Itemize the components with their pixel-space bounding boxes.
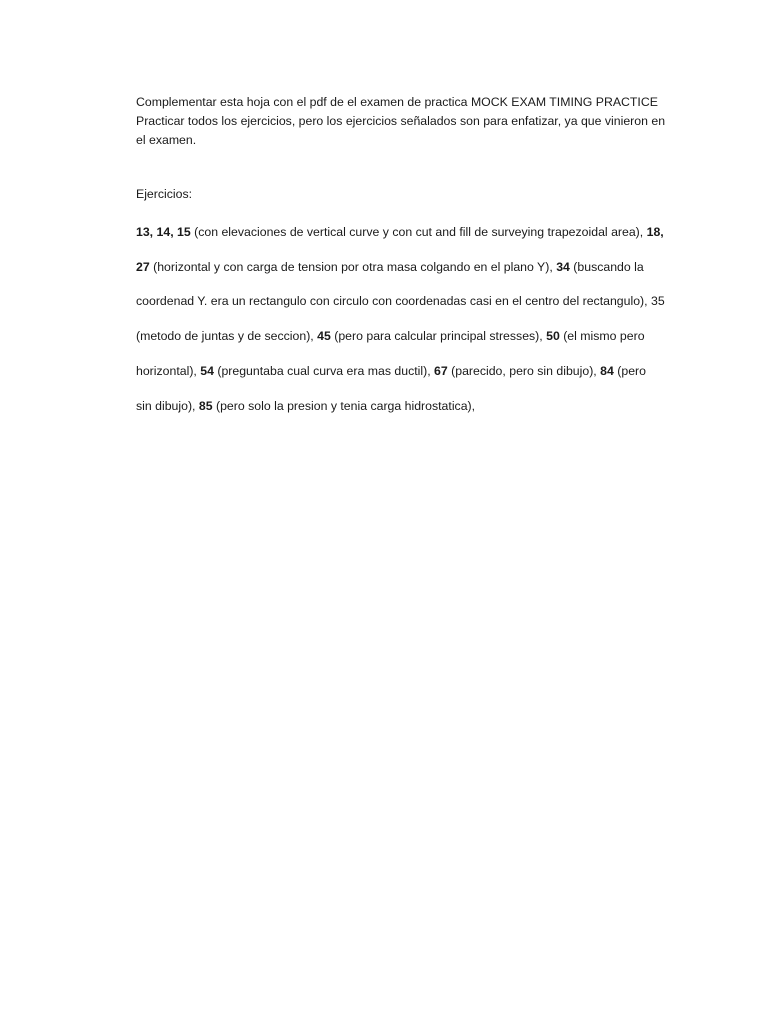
exercise-number: 67 bbox=[434, 363, 448, 378]
exercise-note: (pero solo la presion y tenia carga hidrostatica), bbox=[212, 398, 476, 413]
intro-line-1: Complementar esta hoja con el pdf de el examen de practica MOCK EXAM TIMING PRACTICE bbox=[136, 95, 658, 109]
exercise-line bbox=[136, 292, 665, 310]
exercise-note: (parecido, pero sin dibujo), bbox=[447, 363, 601, 378]
intro-paragraph bbox=[136, 93, 684, 150]
exercise-number: 54 bbox=[200, 363, 214, 378]
intro-line-3: el examen. bbox=[136, 133, 197, 147]
exercise-note: (pero para calcular principal stresses), bbox=[330, 329, 547, 344]
exercise-number: 27 bbox=[136, 259, 150, 274]
exercise-note: (preguntaba cual curva era mas ductil), bbox=[213, 363, 435, 378]
exercise-number: 34 bbox=[556, 259, 570, 274]
exercises-heading: Ejercicios: bbox=[136, 187, 193, 201]
exercise-number: 13, 14, 15 bbox=[136, 225, 191, 239]
exercise-note: (horizontal y con carga de tension por otra masa colgando en el plano Y), bbox=[149, 259, 557, 274]
exercise-line bbox=[136, 397, 475, 415]
exercise-note: (el mismo pero bbox=[559, 329, 645, 344]
exercise-number: 84 bbox=[600, 363, 614, 378]
exercise-note: (buscando la bbox=[569, 259, 644, 274]
exercise-note: (con elevaciones de vertical curve y con cut and fill de surveying trapezoidal area), bbox=[190, 225, 647, 239]
exercise-line bbox=[136, 327, 645, 345]
exercise-number: 85 bbox=[198, 398, 213, 413]
intro-line-2: Practicar todos los ejercicios, pero los ejercicios señalados son para enfatizar, ya que vinieron en bbox=[136, 114, 666, 128]
exercise-line bbox=[136, 258, 644, 276]
document-body bbox=[136, 93, 684, 413]
exercise-note: coordenad Y. era un rectangulo con circulo con coordenadas casi en el centro del rectangulo), 35 bbox=[136, 294, 665, 309]
exercise-note: sin dibujo), bbox=[136, 398, 199, 413]
exercise-note: horizontal), bbox=[136, 363, 201, 378]
exercise-note: (metodo de juntas y de seccion), bbox=[136, 329, 318, 344]
exercise-line bbox=[136, 223, 664, 241]
exercise-line bbox=[136, 362, 646, 380]
exercise-note: (pero bbox=[613, 363, 646, 378]
exercise-number: 45 bbox=[317, 329, 331, 344]
exercise-number: 50 bbox=[546, 329, 560, 344]
exercise-number: 18, bbox=[646, 225, 664, 239]
